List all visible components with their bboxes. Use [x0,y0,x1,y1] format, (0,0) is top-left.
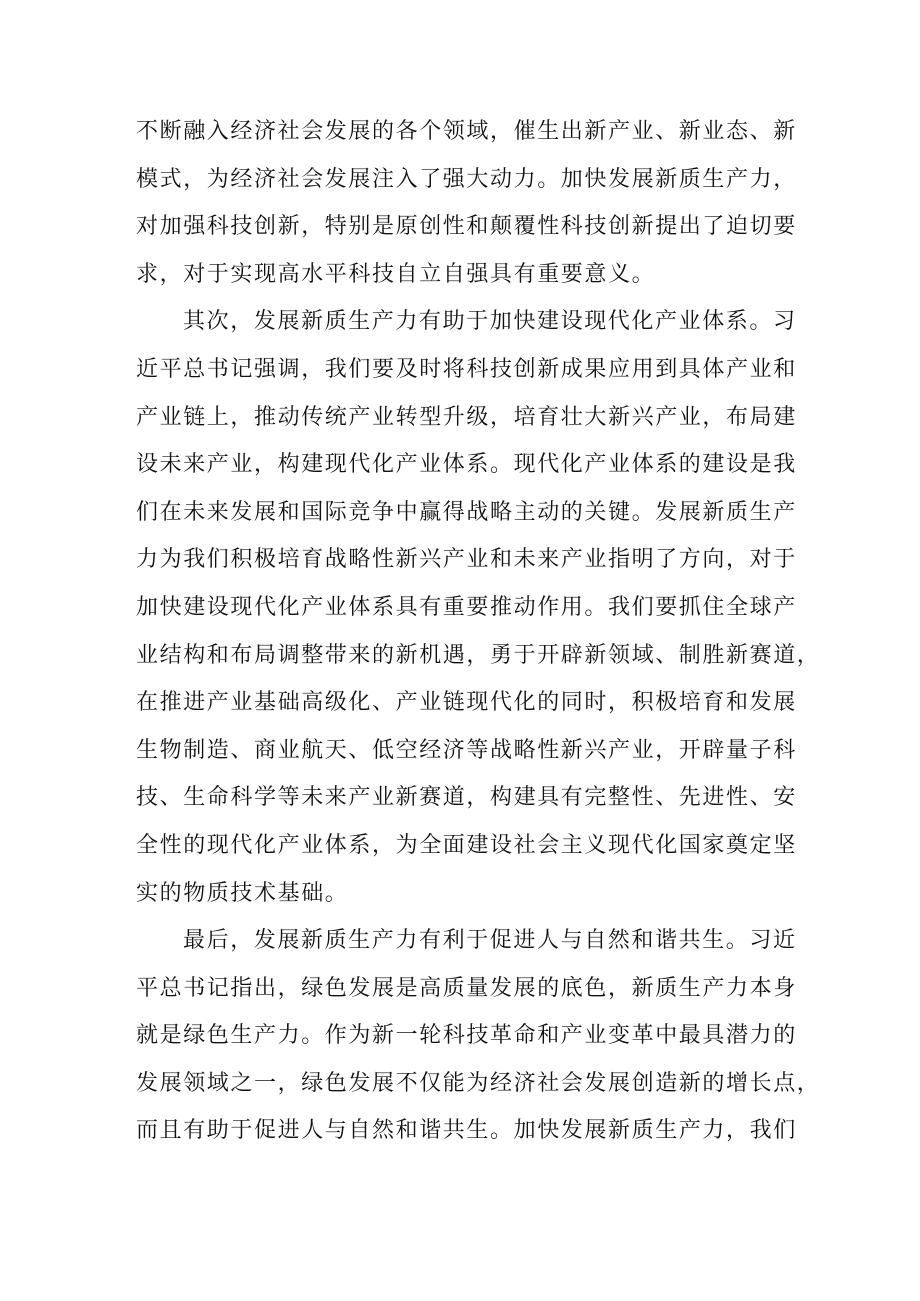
text-line: 模式，为经济社会发展注入了强大动力。加快发展新质生产力， [136,166,797,192]
text-line: 对加强科技创新，特别是原创性和颠覆性科技创新提出了迫切要 [136,214,797,240]
text-line: 技、生命科学等未来产业新赛道，构建具有完整性、先进性、安 [136,785,797,811]
text-line: 设未来产业，构建现代化产业体系。现代化产业体系的建设是我 [136,452,797,478]
text-line: 而且有助于促进人与自然和谐共生。加快发展新质生产力，我们 [136,1118,797,1144]
text-line: 平总书记指出，绿色发展是高质量发展的底色，新质生产力本身 [136,975,797,1001]
text-line: 就是绿色生产力。作为新一轮科技革命和产业变革中最具潜力的 [136,1023,797,1049]
text-line: 力为我们积极培育战略性新兴产业和未来产业指明了方向，对于 [136,547,797,573]
paragraph-first-line: 最后，发展新质生产力有利于促进人与自然和谐共生。习近 [183,928,797,954]
text-line: 实的物质技术基础。 [136,880,349,906]
text-line: 生物制造、商业航天、低空经济等战略性新兴产业，开辟量子科 [136,737,797,763]
text-line: 加快建设现代化产业体系具有重要推动作用。我们要抓住全球产 [136,594,797,620]
text-line: 发展领域之一，绿色发展不仅能为经济社会发展创造新的增长点， [136,1070,821,1096]
text-line: 在推进产业基础高级化、产业链现代化的同时，积极培育和发展 [136,690,797,716]
text-line: 业结构和布局调整带来的新机遇，勇于开辟新领域、制胜新赛道， [136,642,821,668]
body-text [136,108,821,1155]
text-line: 产业链上，推动传统产业转型升级，培育壮大新兴产业，布局建 [136,404,797,430]
paragraph-first-line: 其次，发展新质生产力有助于加快建设现代化产业体系。习 [183,309,797,335]
text-line: 不断融入经济社会发展的各个领域，催生出新产业、新业态、新 [136,119,797,144]
text-line: 求，对于实现高水平科技自立自强具有重要意义。 [136,261,656,287]
text-line: 近平总书记强调，我们要及时将科技创新成果应用到具体产业和 [136,356,797,382]
text-line: 全性的现代化产业体系，为全面建设社会主义现代化国家奠定坚 [136,832,797,858]
text-line: 们在未来发展和国际竞争中赢得战略主动的关键。发展新质生产 [136,499,797,525]
